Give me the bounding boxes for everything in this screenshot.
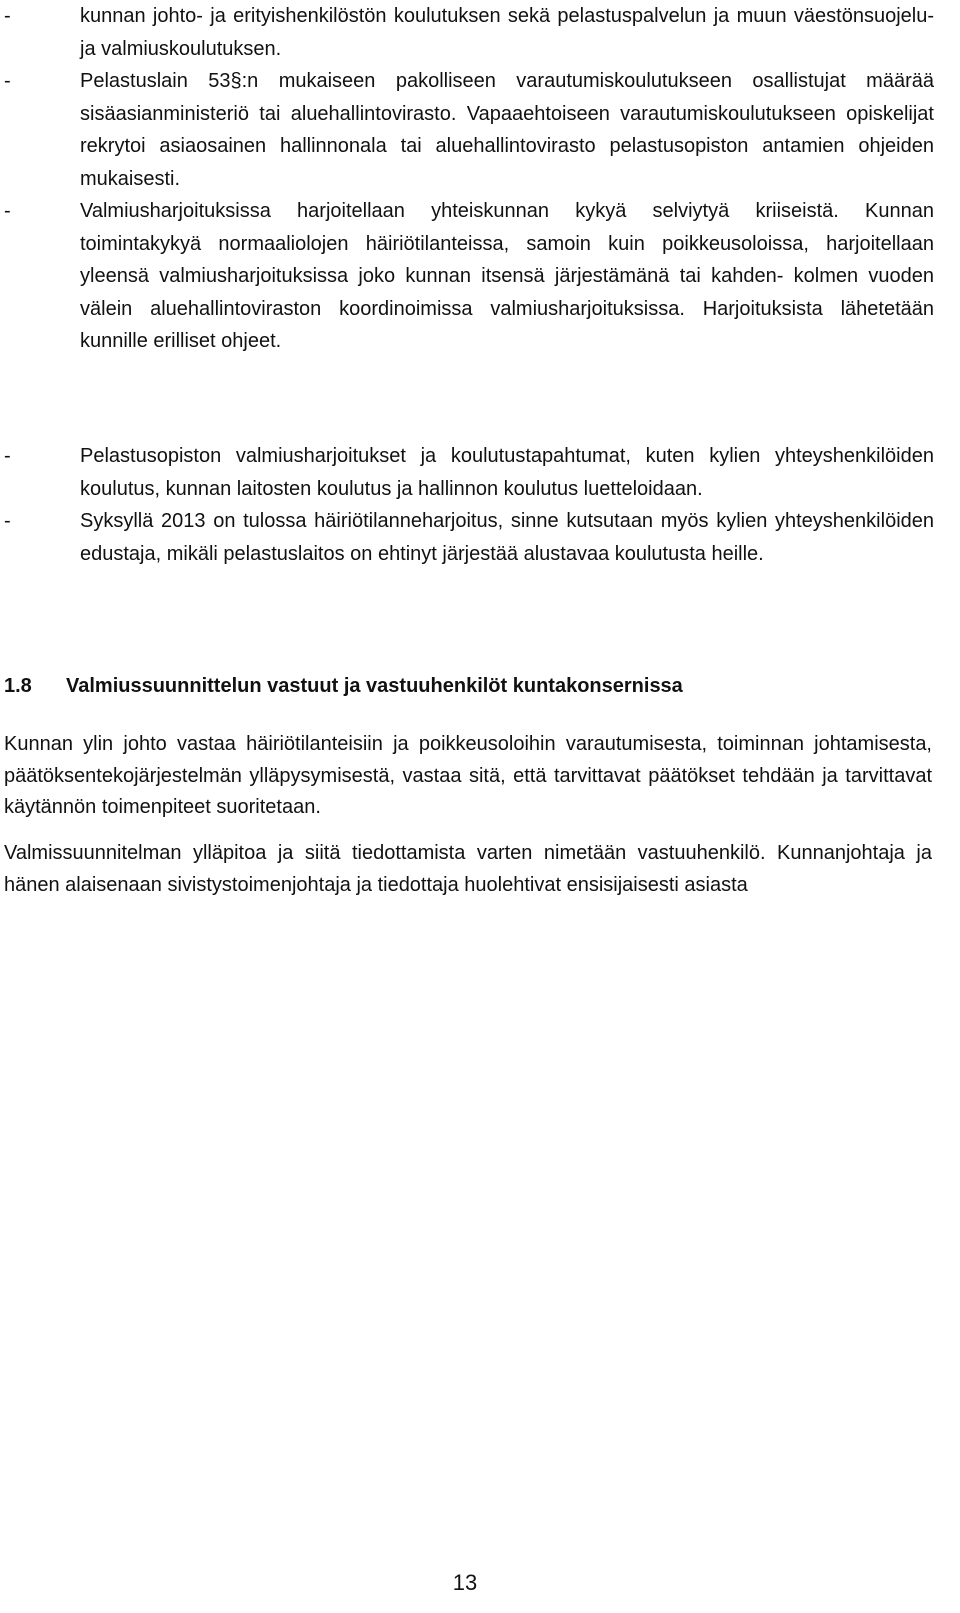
list-dash: - <box>4 200 11 222</box>
list-dash: - <box>4 70 11 92</box>
list-item-text: Pelastuslain 53§:n mukaiseen pakolliseen varautumiskoulutukseen osallistujat määrää sisäasianministeriö tai aluehallintovirasto. Vapaaehtoiseen varautumiskoulutukseen opiskelijat rekrytoi asiaosainen hallinnonala tai aluehallintovirasto pelastusopiston antamien ohjeiden mukaisesti. <box>80 70 934 190</box>
section-title: Valmiussuunnittelun vastuut ja vastuuhenkilöt kuntakonsernissa <box>66 675 683 697</box>
section-heading <box>4 670 683 702</box>
list-item <box>0 65 960 195</box>
list-item-text: Pelastusopiston valmiusharjoitukset ja koulutustapahtumat, kuten kylien yhteyshenkilöiden koulutus, kunnan laitosten koulutus ja hallinnon koulutus luetteloidaan. <box>80 445 934 500</box>
list-item <box>0 195 960 358</box>
list-item <box>0 440 960 505</box>
list-item <box>0 505 960 570</box>
page-number: 13 <box>452 1570 478 1595</box>
body-paragraph: Kunnan ylin johto vastaa häiriötilanteisiin ja poikkeusoloihin varautumisesta, toiminnan johtamisesta, päätöksentekojärjestelmän ylläpysymisestä, vastaa sitä, että tarvittavat päätökset tehdään ja tarvittavat käytännön toimenpiteet suoritetaan. <box>4 733 932 818</box>
bullet-list-top <box>0 0 960 358</box>
list-dash: - <box>4 510 11 532</box>
list-dash: - <box>4 5 11 27</box>
section-number: 1.8 <box>4 675 32 697</box>
list-item <box>0 0 960 65</box>
bullet-list-bottom <box>0 440 960 570</box>
list-item-text: Syksyllä 2013 on tulossa häiriötilanneharjoitus, sinne kutsutaan myös kylien yhteyshenkilöiden edustaja, mikäli pelastuslaitos on ehtinyt järjestää alustavaa koulutusta heille. <box>80 510 934 565</box>
list-item-text: kunnan johto- ja erityishenkilöstön koulutuksen sekä pelastuspalvelun ja muun väestönsuojelu- ja valmiuskoulutuksen. <box>80 5 934 60</box>
list-dash: - <box>4 445 11 467</box>
body-paragraph: Valmissuunnitelman ylläpitoa ja siitä tiedottamista varten nimetään vastuuhenkilö. Kunnanjohtaja ja hänen alaisenaan sivistystoimenjohtaja ja tiedottaja huolehtivat ensisijaisesti asiasta <box>4 842 932 896</box>
list-item-text: Valmiusharjoituksissa harjoitellaan yhteiskunnan kykyä selviytyä kriiseistä. Kunnan toimintakykyä normaaliolojen häiriötilanteissa, samoin kuin poikkeusoloissa, harjoitellaan yleensä valmiusharjoituksissa joko kunnan itsensä järjestämänä tai kahden- kolmen vuoden välein aluehallintoviraston koordinoimissa valmiusharjoituksissa. Harjoituksista lähetetään kunnille erilliset ohjeet. <box>80 200 934 352</box>
